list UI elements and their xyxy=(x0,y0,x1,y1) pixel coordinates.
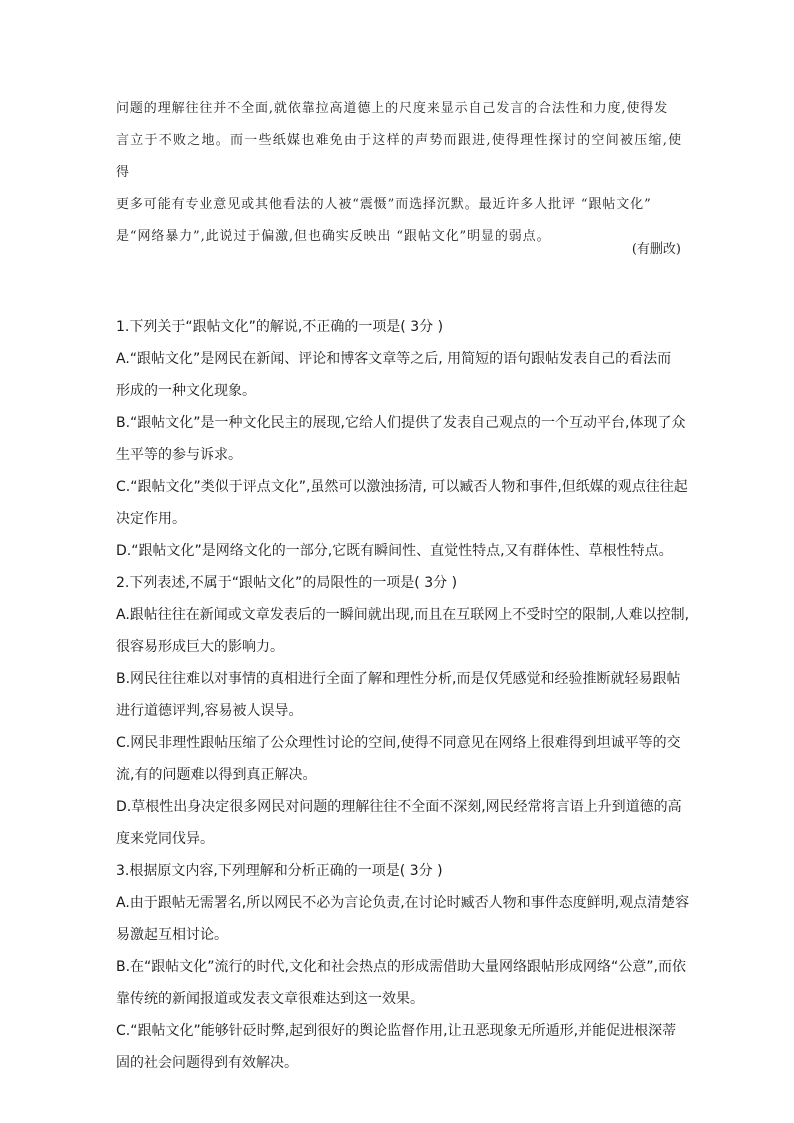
option-line: 固的社会问题得到有效解决。 xyxy=(116,1055,298,1071)
option-line: D.草根性出身决定很多网民对问题的理解往往不全面不深刻,网民经常将言语上升到道德的高 xyxy=(116,799,682,815)
question-stem: 1.下列关于“跟帖文化”的解说,不正确的一项是( 3分 ) xyxy=(116,319,444,335)
option-line: B.“跟帖文化”是一种文化民主的展现,它给人们提供了发表自己观点的一个互动平台,体现了众 xyxy=(116,415,686,431)
question-stem: 2.下列表述,不属于“跟帖文化”的局限性的一项是( 3分 ) xyxy=(116,575,458,591)
option-line: 生平等的参与诉求。 xyxy=(116,447,242,463)
option-line: A.跟帖往往在新闻或文章发表后的一瞬间就出现,而且在互联网上不受时空的限制,人难以控制, xyxy=(116,607,690,623)
passage-line: 问题的理解往往并不全面,就依靠拉高道德上的尺度来显示自己发言的合法性和力度,使得发 xyxy=(116,101,669,116)
option-line: 进行道德评判,容易被人误导。 xyxy=(116,703,303,719)
question-3 xyxy=(116,855,690,1079)
option-line: 度来党同伐异。 xyxy=(116,831,214,847)
question-list xyxy=(116,311,690,1079)
option-line: B.网民往往难以对事情的真相进行全面了解和理性分析,而是仅凭感觉和经验推断就轻易跟帖 xyxy=(116,671,681,687)
option-line: 决定作用。 xyxy=(116,511,186,527)
option-line: 靠传统的新闻报道或发表文章很难达到这一效果。 xyxy=(116,991,424,1007)
option-line: C.“跟帖文化”类似于评点文化”,虽然可以激浊扬清, 可以臧否人物和事件,但纸媒的观点往往起 xyxy=(116,479,688,495)
option-line: C.“跟帖文化”能够针砭时弊,起到很好的舆论监督作用,让丑恶现象无所遁形,并能促进根深蒂 xyxy=(116,1023,677,1039)
passage-line: 是“网络暴力”,此说过于偏激,但也确实反映出 “跟帖文化”明显的弱点。 xyxy=(116,229,551,244)
option-line: B.在“跟帖文化”流行的时代,文化和社会热点的形成需借助大量网络跟帖形成网络“公意”,而依 xyxy=(116,959,686,975)
option-line: 流,有的问题难以得到真正解决。 xyxy=(116,767,317,783)
option-line: C.网民非理性跟帖压缩了公众理性讨论的空间,使得不同意见在网络上很难得到坦诚平等的交 xyxy=(116,735,681,751)
question-1 xyxy=(116,311,688,567)
source-note: (有删改) xyxy=(631,242,681,257)
option-line: 形成的一种文化现象。 xyxy=(116,383,256,399)
passage-line: 言立于不败之地。而一些纸媒也难免由于这样的声势而跟进,使得理性探讨的空间被压缩,使得 xyxy=(116,133,682,180)
passage-line: 更多可能有专业意见或其他看法的人被“震慑”而选择沉默。最近许多人批评 “跟帖文化” xyxy=(116,197,652,212)
option-line: 易激起互相讨论。 xyxy=(116,927,228,943)
option-line: A.“跟帖文化”是网民在新闻、评论和博客文章等之后, 用简短的语句跟帖发表自己的看法而 xyxy=(116,351,672,367)
option-line: A.由于跟帖无需署名,所以网民不必为言论负责,在讨论时臧否人物和事件态度鲜明,观点清楚容 xyxy=(116,895,690,911)
option-line: D.“跟帖文化”是网络文化的一部分,它既有瞬间性、直觉性特点,又有群体性、草根性特点。 xyxy=(116,543,673,559)
question-2 xyxy=(116,567,690,855)
passage-excerpt xyxy=(116,93,682,253)
option-line: 很容易形成巨大的影响力。 xyxy=(116,639,284,655)
question-stem: 3.根据原文内容,下列理解和分析正确的一项是( 3分 ) xyxy=(116,863,443,879)
